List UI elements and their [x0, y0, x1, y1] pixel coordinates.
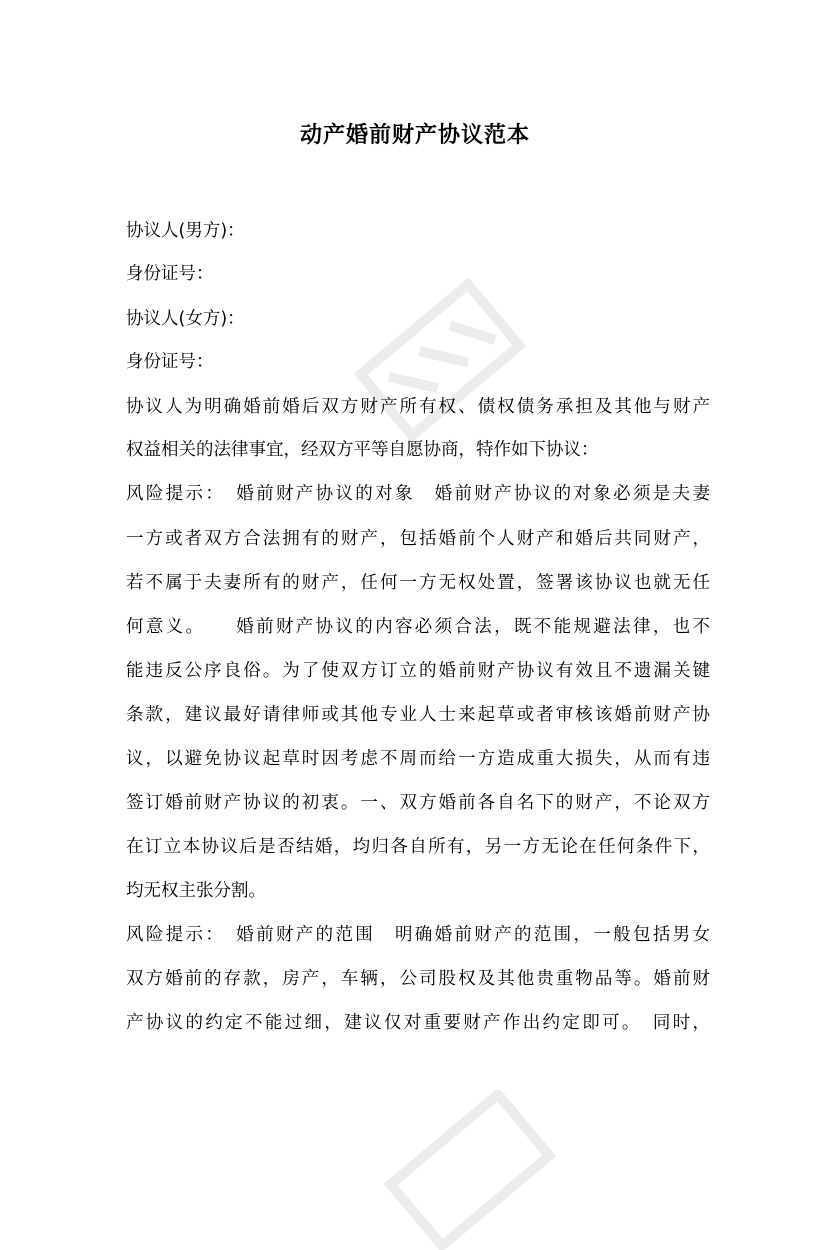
body-line: 风险提示： 婚前财产协议的对象 婚前财产协议的对象必须是夫妻 — [126, 484, 710, 504]
body-line: 风险提示： 婚前财产的范围 明确婚前财产的范围，一般包括男女 — [126, 925, 710, 945]
id-number-label-male: 身份证号： — [126, 264, 214, 284]
body-line: 条款，建议最好请律师或其他专业人士来起草或者审核该婚前财产协 — [126, 705, 710, 725]
document-title: 动产婚前财产协议范本 — [299, 123, 530, 148]
body-line: 一方或者双方合法拥有的财产，包括婚前个人财产和婚后共同财产， — [126, 529, 710, 549]
body-line: 产协议的约定不能过细，建议仅对重要财产作出约定即可。 同时， — [126, 1013, 710, 1033]
body-line: 何意义。 婚前财产协议的内容必须合法，既不能规避法律，也不 — [126, 617, 710, 637]
body-line: 签订婚前财产协议的初衷。一、双方婚前各自名下的财产，不论双方 — [126, 793, 710, 813]
watermark-stamp-icon-bottom — [360, 1090, 580, 1250]
id-number-label-female: 身份证号： — [126, 352, 214, 372]
body-line: 均无权主张分割。 — [126, 881, 266, 901]
body-line: 协议人为明确婚前婚后双方财产所有权、债权债务承担及其他与财产 — [126, 397, 710, 417]
body-line: 能违反公序良俗。为了使双方订立的婚前财产协议有效且不遗漏关键 — [126, 661, 710, 681]
body-line: 若不属于夫妻所有的财产，任何一方无权处置，签署该协议也就无任 — [126, 573, 710, 593]
body-line: 权益相关的法律事宜，经双方平等自愿协商，特作如下协议： — [126, 440, 599, 460]
body-line: 双方婚前的存款，房产，车辆，公司股权及其他贵重物品等。婚前财 — [126, 969, 710, 989]
party-female-label: 协议人(女方)： — [126, 309, 245, 329]
body-line: 在订立本协议后是否结婚，均归各自所有，另一方无论在任何条件下， — [126, 837, 710, 857]
party-male-label: 协议人(男方)： — [126, 221, 245, 241]
body-line: 议，以避免协议起草时因考虑不周而给一方造成重大损失，从而有违 — [126, 749, 710, 769]
